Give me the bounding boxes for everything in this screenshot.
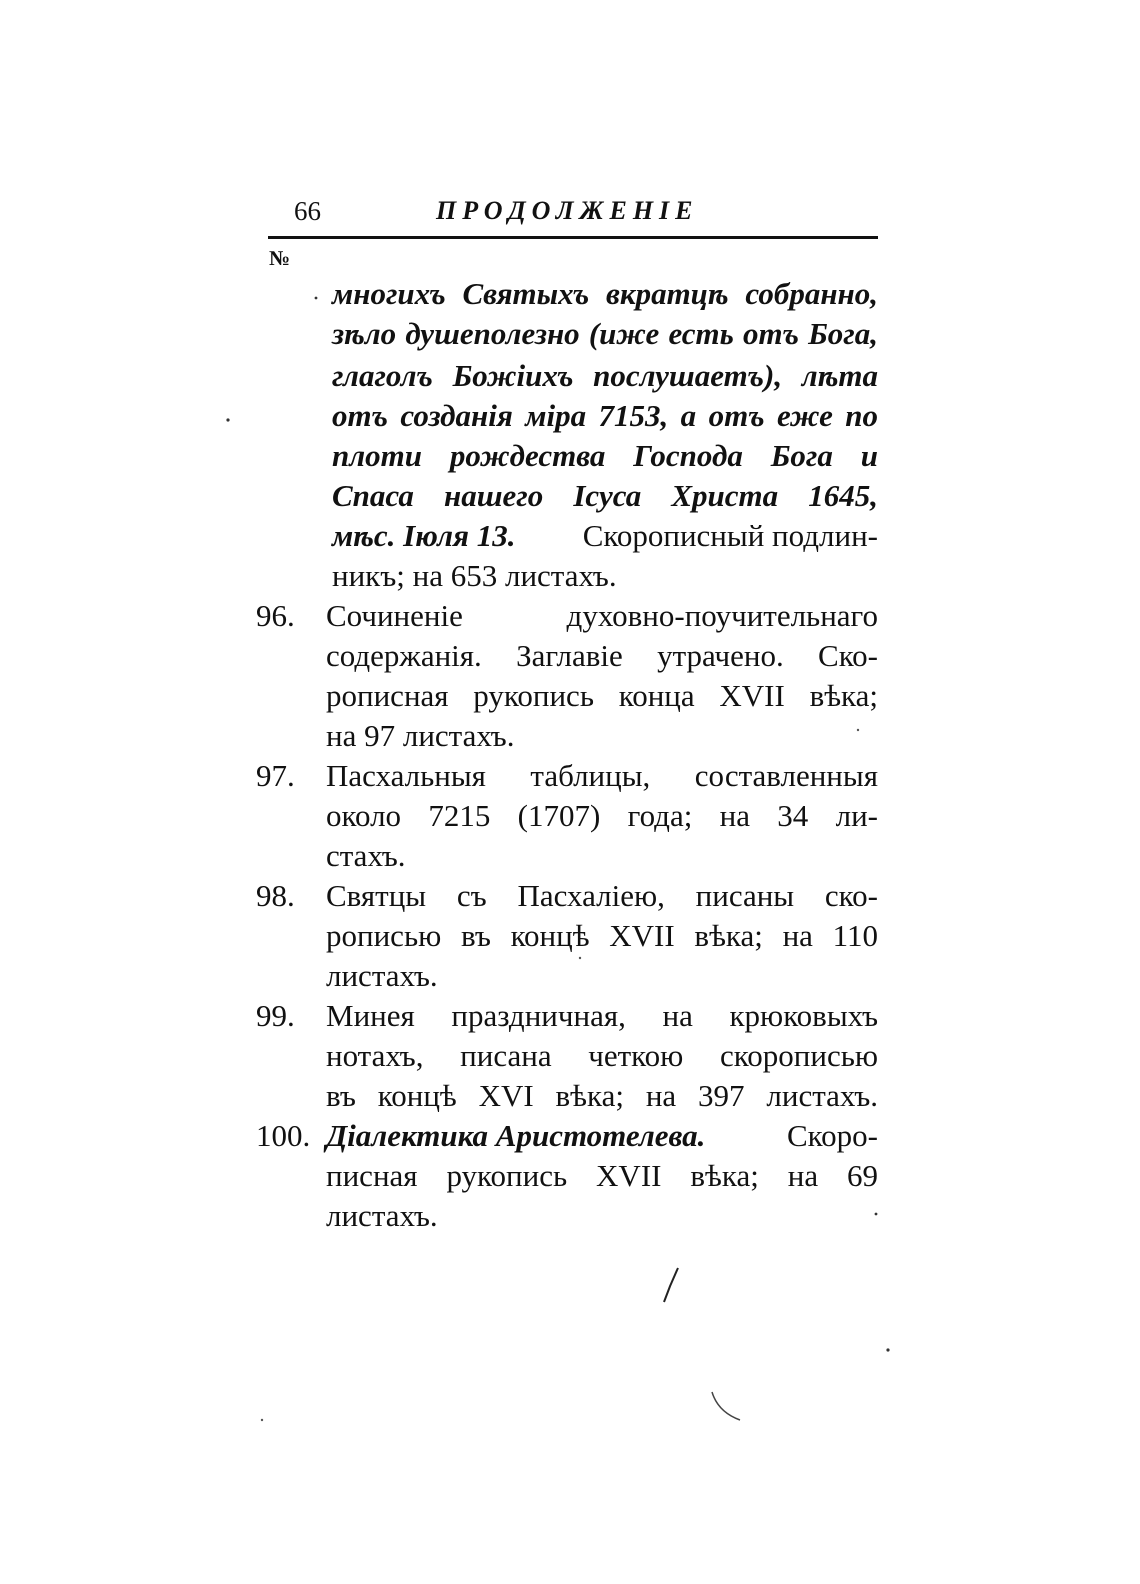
continuation-line: плоти рождества Господа Бога и — [332, 438, 878, 473]
continuation-line: зѣло душеполезно (иже есть отъ Бога, — [332, 316, 878, 351]
entry-line: листахъ. — [326, 958, 438, 993]
entry-line: листахъ. — [326, 1198, 438, 1233]
scan-speck — [315, 297, 318, 300]
column-label: № — [269, 246, 291, 270]
scan-speck — [875, 1213, 878, 1216]
scan-speck — [261, 1419, 263, 1421]
scan-speck — [579, 957, 581, 959]
entry-number: 96. — [256, 598, 295, 633]
entry-number: 97. — [256, 758, 295, 793]
entry-line: рописью въ концѣ XVII вѣка; на 110 — [326, 918, 878, 953]
entry-title-italic: Діалектика Аристотелева. — [326, 1118, 706, 1153]
entry-line: Пасхальныя таблицы, составленныя — [326, 758, 878, 793]
entry-line: около 7215 (1707) года; на 34 ли- — [326, 798, 878, 833]
entry-line: писная рукопись XVII вѣка; на 69 — [326, 1158, 878, 1193]
entry-line: Святцы съ Пасхаліею, писаны ско- — [326, 878, 878, 913]
scan-speck — [857, 729, 859, 731]
entry-number: 98. — [256, 878, 295, 913]
continuation-line: Спаса нашего Ісуса Христа 1645, — [332, 478, 878, 513]
entry-line: содержанія. Заглавіе утрачено. Ско- — [326, 638, 878, 673]
scan-stroke-mark — [712, 1392, 740, 1420]
entry-line: въ концѣ XVI вѣка; на 397 листахъ. — [326, 1078, 878, 1113]
entry-line: на 97 листахъ. — [326, 718, 515, 753]
continuation-line: отъ созданія міра 7153, а отъ еже по — [332, 398, 878, 433]
entry-line: Сочиненіе духовно-поучительнаго — [326, 598, 878, 633]
scan-speck — [886, 1348, 889, 1351]
entry-line: нотахъ, писана четкою скорописью — [326, 1038, 878, 1073]
continuation-plain-text: Скорописный подлин- — [582, 518, 878, 553]
continuation-line: мѣс. Іюля 13. — [332, 518, 516, 553]
entry-line: стахъ. — [326, 838, 406, 873]
continuation-line: глаголъ Божіихъ послушаетъ), лѣта — [332, 358, 878, 393]
entry-line: Минея праздничная, на крюковыхъ — [326, 998, 878, 1033]
continuation-plain-text: никъ; на 653 листахъ. — [332, 558, 617, 593]
running-title: ПРОДОЛЖЕНІЕ — [436, 196, 699, 225]
entry-number: 100. — [256, 1118, 311, 1153]
continuation-line: многихъ Святыхъ вкратцѣ собранно, — [332, 276, 878, 311]
scan-speck — [226, 418, 229, 421]
entry-title-tail: Скоро- — [787, 1118, 878, 1153]
scan-stroke-mark — [664, 1268, 678, 1302]
entry-line: рописная рукопись конца XVII вѣка; — [326, 678, 878, 713]
page-number: 66 — [294, 196, 321, 226]
entry-number: 99. — [256, 998, 295, 1033]
